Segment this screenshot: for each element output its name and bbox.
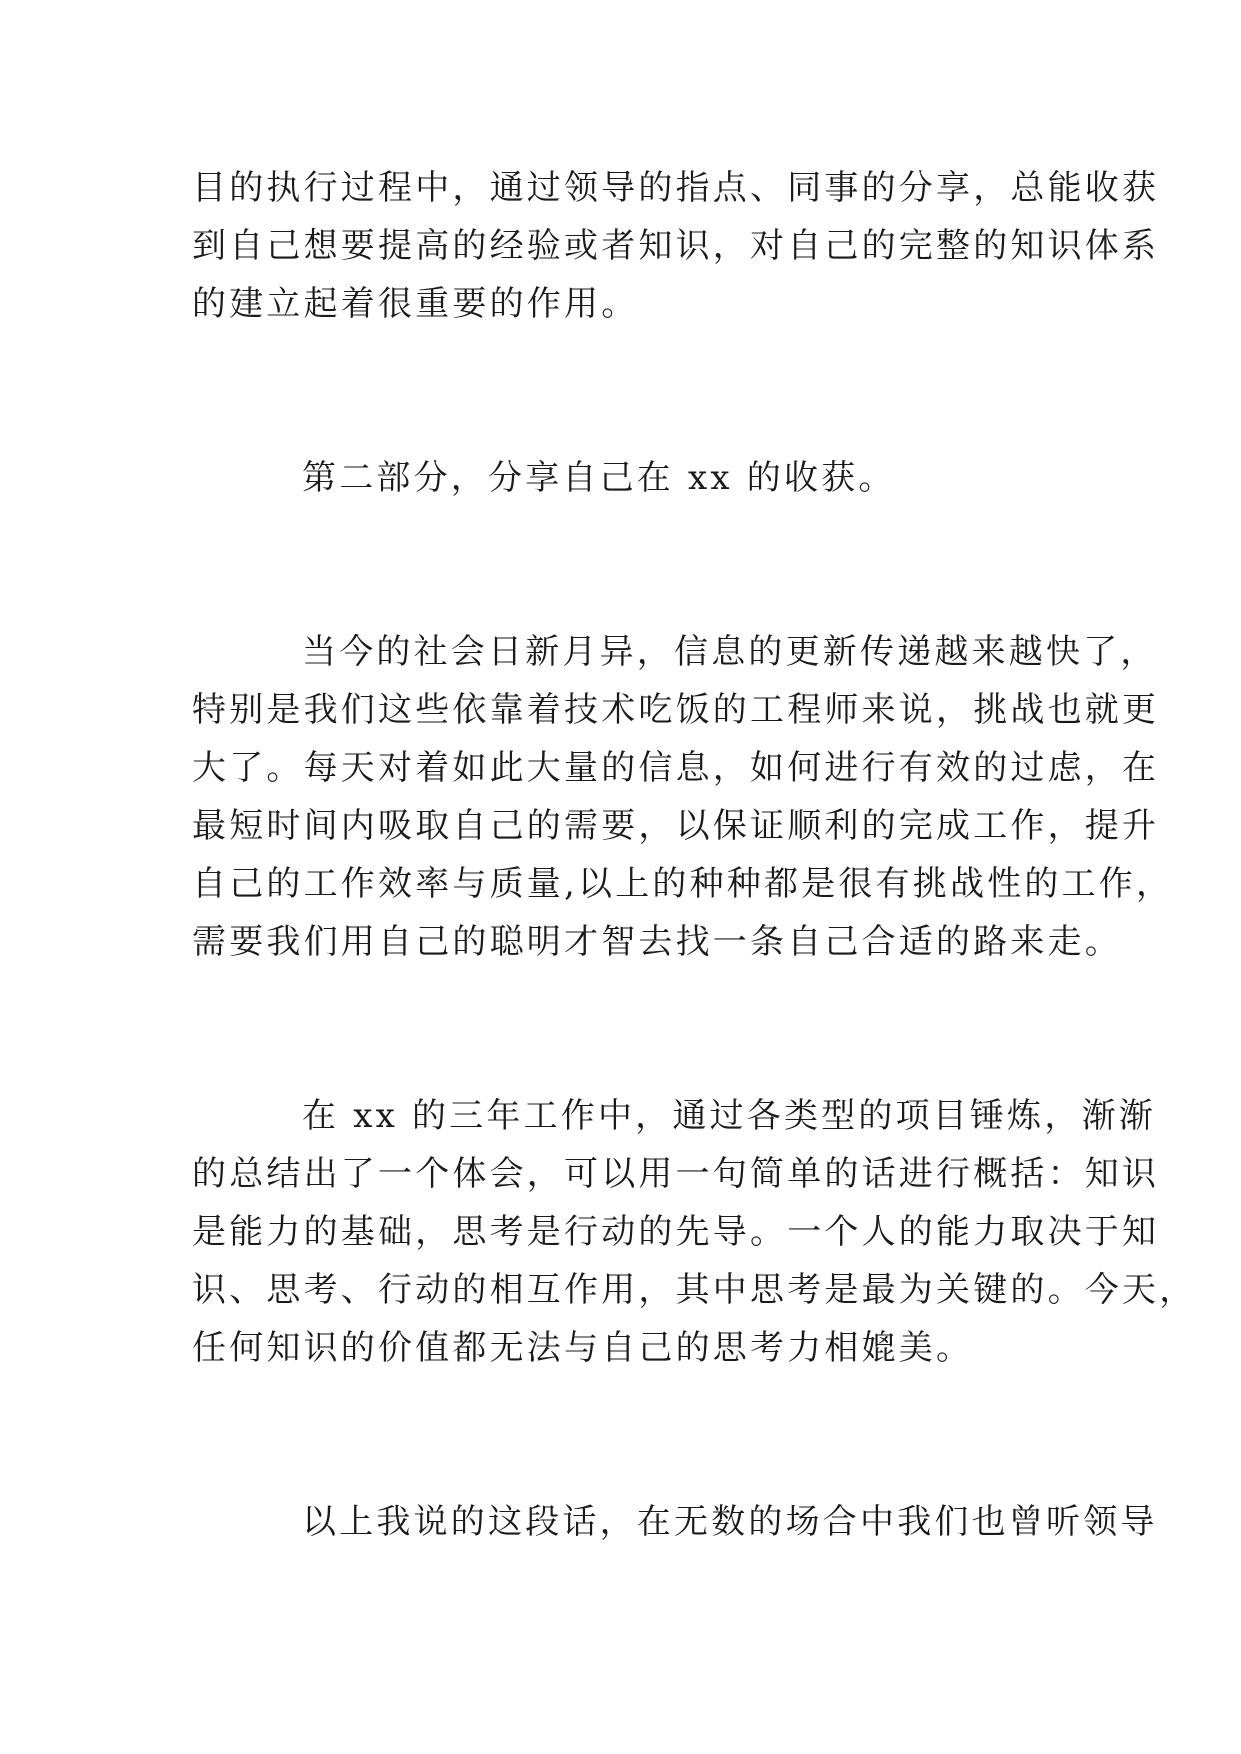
paragraph-3-line-4: 最短时间内吸取自己的需要，以保证顺利的完成工作，提升 xyxy=(192,806,1160,846)
paragraph-1-line-3: 的建立起着很重要的作用。 xyxy=(192,284,639,324)
paragraph-1-line-1: 目的执行过程中，通过领导的指点、同事的分享，总能收获 xyxy=(192,168,1160,208)
paragraph-3-line-1: 当今的社会日新月异，信息的更新传递越来越快了， xyxy=(302,632,1158,672)
paragraph-1-line-2: 到自己想要提高的经验或者知识，对自己的完整的知识体系 xyxy=(192,226,1160,266)
paragraph-3-line-6: 需要我们用自己的聪明才智去找一条自己合适的路来走。 xyxy=(192,922,1122,962)
paragraph-4-line-1: 在 xx 的三年工作中，通过各类型的项目锤炼，渐渐 xyxy=(302,1096,1156,1136)
paragraph-3-line-2: 特别是我们这些依靠着技术吃饭的工程师来说，挑战也就更 xyxy=(192,690,1160,730)
paragraph-3-line-5: 自己的工作效率与质量,以上的种种都是很有挑战性的工作， xyxy=(192,864,1174,904)
section-heading: 第二部分，分享自己在 xx 的收获。 xyxy=(302,458,896,498)
paragraph-3-line-3: 大了。每天对着如此大量的信息，如何进行有效的过虑，在 xyxy=(192,748,1160,788)
paragraph-4-line-5: 任何知识的价值都无法与自己的思考力相媲美。 xyxy=(192,1328,974,1368)
paragraph-4-line-3: 是能力的基础，思考是行动的先导。一个人的能力取决于知 xyxy=(192,1212,1160,1252)
paragraph-5-line-1: 以上我说的这段话，在无数的场合中我们也曾听领导 xyxy=(302,1502,1158,1542)
paragraph-4-line-2: 的总结出了一个体会，可以用一句简单的话进行概括：知识 xyxy=(192,1154,1160,1194)
paragraph-4-line-4: 识、思考、行动的相互作用，其中思考是最为关键的。今天， xyxy=(192,1270,1197,1310)
